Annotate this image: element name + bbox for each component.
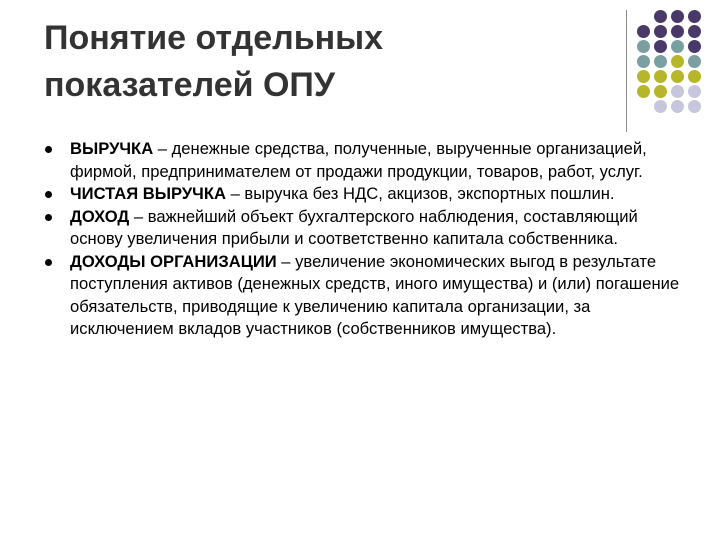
decorative-dot xyxy=(671,25,684,38)
decorative-dot xyxy=(688,40,701,53)
decorative-dot xyxy=(654,40,667,53)
decorative-dot xyxy=(671,40,684,53)
decorative-dot xyxy=(654,100,667,113)
decorative-dot xyxy=(688,25,701,38)
bullet-definition: – важнейший объект бухгалтерского наблюдения, составляющий основу увеличения прибыли и соответственно капитала собственника. xyxy=(70,206,638,248)
title-line-2: показателей ОПУ xyxy=(44,66,336,104)
decorative-dot xyxy=(671,85,684,98)
decorative-dot xyxy=(688,70,701,83)
decorative-dot xyxy=(671,55,684,68)
decorative-dot xyxy=(688,10,701,23)
bullet-item xyxy=(44,206,694,251)
decorative-dot xyxy=(688,100,701,113)
decorative-dot xyxy=(654,55,667,68)
bullet-term: ДОХОД xyxy=(70,206,130,226)
bullet-list xyxy=(44,138,694,341)
decorative-dot xyxy=(654,10,667,23)
decorative-dot xyxy=(671,100,684,113)
bullet-icon xyxy=(45,191,52,198)
title-line-1: Понятие отдельных xyxy=(44,19,384,57)
bullet-icon xyxy=(45,259,52,266)
decorative-dot xyxy=(637,40,650,53)
slide-title xyxy=(44,15,604,109)
decorative-dot xyxy=(654,85,667,98)
bullet-term: ВЫРУЧКА xyxy=(70,139,154,158)
decorative-dot xyxy=(654,25,667,38)
decorative-dot xyxy=(637,70,650,83)
bullet-item xyxy=(44,251,694,341)
bullet-term: ДОХОДЫ ОРГАНИЗАЦИИ xyxy=(70,251,277,271)
bullet-definition: – увеличение экономических выгод в результате поступления активов (денежных средств, иного имущества) и (или) погашение обязательств, приводящие к увеличению капитала организации, за исключением вкладов участников (собственников имущества). xyxy=(70,251,680,338)
decorative-dot xyxy=(671,10,684,23)
bullet-definition: – денежные средства, полученные, вырученные организацией, фирмой, предпринимателем от продажи продукции, товаров, работ, услуг. xyxy=(70,139,647,181)
decorative-dot xyxy=(637,25,650,38)
decorative-dot xyxy=(654,70,667,83)
decorative-dot-grid xyxy=(637,10,707,112)
bullet-icon xyxy=(45,146,52,153)
bullet-term: ЧИСТАЯ ВЫРУЧКА xyxy=(70,184,226,203)
bullet-item xyxy=(44,138,694,183)
divider-line xyxy=(626,10,627,132)
decorative-dot xyxy=(637,55,650,68)
decorative-dot xyxy=(688,55,701,68)
decorative-dot xyxy=(671,70,684,83)
bullet-item xyxy=(44,183,694,206)
bullet-definition: – выручка без НДС, акцизов, экспортных пошлин. xyxy=(225,184,615,203)
decorative-dot xyxy=(637,85,650,98)
decorative-dot xyxy=(688,85,701,98)
bullet-icon xyxy=(45,214,52,221)
